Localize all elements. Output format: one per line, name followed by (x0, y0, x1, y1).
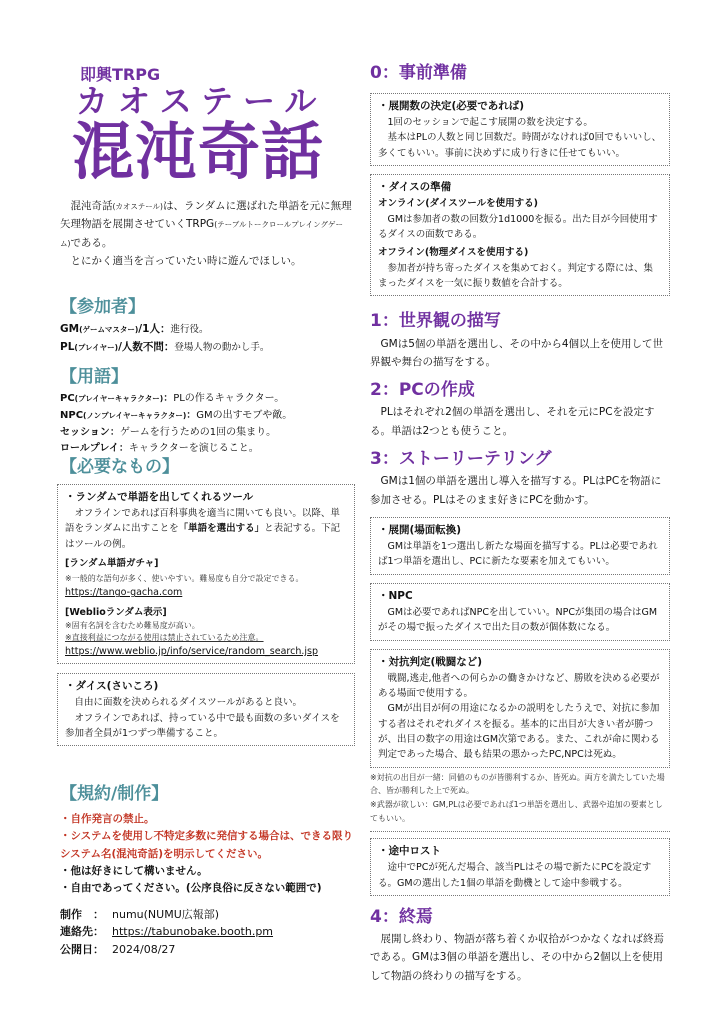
tool-box: ・ランダムで単語を出してくれるツール オフラインであれば百科事典を適当に開いても良い。以降、単語をランダムに出すことを「単語を選出する」と表記する。下記はツールの例。 [ランダム単語ガチャ] ※一般的な語句が多く、使いやすい。難易度も自分で設定できる。 https://tango-gacha.com [Weblioランダム表示] ※固有名詞を含むため難易度が高い。 ※直接利益につながる使用は禁止されているため注意。 https://www.weblio.jp/info/service/random_search.jsp (57, 484, 355, 664)
tool-note: ※一般的な語句が多く、使いやすい。難易度も自分で設定できる。 (65, 573, 304, 583)
dice-text: オフラインであれば、持っている中で最も面数の多いダイスを参加者全員が1つずつ準備すること。 (65, 712, 340, 740)
box-text: GMは必要であればNPCを出していい。NPCが集団の場合はGMがその場で振ったダイスで出た目の数が個体数になる。 (378, 606, 658, 634)
contest-box (370, 649, 670, 768)
box-text: 戦闘,逃走,他者への何らかの働きかけなど、勝敗を決める必要がある場面で使用する。 (378, 672, 660, 699)
tool-name: [ランダム単語ガチャ] (65, 558, 159, 570)
credit-date: 公開日： 2024/08/27 (60, 942, 176, 956)
dice-prep-box (370, 174, 670, 296)
step-heading: 3：ストーリーテリング (370, 449, 552, 470)
box-text: GMは参加者の数の回数分1d1000を振る。出た目が今回使用するダイスの面数である。 (378, 213, 658, 240)
step-text: GMは5個の単語を選出し、その中から4個以上を使用して世界観や舞台の描写をする。 (370, 337, 664, 368)
intro (60, 197, 352, 271)
note: ※対抗の出目が一緒：同値のものが皆勝利するか、皆死ぬ。両方を満たしていた場合、皆が勝利した上で死ぬ。 (370, 772, 665, 796)
step-heading: 1：世界観の描写 (370, 311, 501, 332)
section-heading: 【規約/制作】 (60, 784, 169, 804)
glossary-item: NPC(ノンプレイヤーキャラクター)：GMの出すモブや敵。 (60, 409, 293, 421)
intro-small: (カオステール) (112, 202, 163, 211)
box-text: 1回のセッションで起こす展開の数を決定する。 (387, 117, 593, 129)
box-title: ・ダイス(さいころ) (65, 680, 159, 693)
glossary-item: セッション：ゲームを行うための1回の集まり。 (60, 426, 277, 438)
title-name: 混沌奇話 (72, 115, 325, 188)
subheading: オンライン(ダイスツールを使用する) (378, 198, 538, 210)
participants-section (60, 296, 355, 357)
step-text: PLはそれぞれ2個の単語を選出し、それを元にPCを設定する。単語は2つとも使うこと。 (370, 406, 655, 437)
participant-item: GM(ゲームマスター)/1人：進行役。 (60, 323, 209, 336)
title-reading: カオステール (76, 82, 327, 120)
dice-text: 自由に面数を決められるダイスツールがあると良い。 (74, 697, 303, 709)
step-heading: 4：終焉 (370, 906, 433, 927)
dice-box (57, 673, 355, 746)
section-heading: 【用語】 (60, 367, 128, 387)
lost-box (370, 838, 670, 896)
tool-note: ※直接利益につながる使用は禁止されているため注意。 (65, 632, 264, 642)
subheading: オフライン(物理ダイスを使用する) (378, 247, 529, 259)
title-kicker: 即興TRPG (80, 65, 161, 84)
needs-section (57, 456, 355, 746)
intro-text: 混沌奇話 (70, 200, 113, 212)
credit-contact: 連絡先： https://tabunobake.booth.pm (60, 923, 355, 941)
rule-item: ・自由であってください。(公序良俗に反さない範囲で) (60, 882, 322, 895)
intro-text: は、ランダムに選ばれた単語を元に無理矢理物語を展開させていくTRPG (60, 200, 352, 231)
contact-link[interactable]: https://tabunobake.booth.pm (112, 925, 274, 939)
box-title: ・展開数の決定(必要であれば) (378, 100, 525, 113)
plot-count-box (370, 93, 670, 166)
contest-notes (370, 768, 670, 832)
box-title: ・途中ロスト (378, 845, 441, 858)
tool-link[interactable]: https://tango-gacha.com (65, 587, 183, 599)
step-heading: 2：PCの作成 (370, 380, 475, 401)
step-heading: 0：事前準備 (370, 63, 467, 83)
rules-section (60, 783, 355, 958)
box-text: 基本はPLの人数と同じ回数だ。時間がなければ0回でもいいし、多くてもいい。事前に決めずに成り行きに任せてもいい。 (378, 132, 662, 159)
glossary-section (60, 366, 355, 458)
rule-warning: ・自作発言の禁止。 (60, 813, 155, 826)
note: ※武器が欲しい：GM,PLは必要であれば1つ単語を選出し、武器や追加の要素としてもいい。 (370, 799, 663, 823)
step-text: GMは1個の単語を選出し導入を描写する。PLはPCを物語に参加させる。PLはそのまま好きにPCを動かす。 (370, 475, 662, 506)
glossary-item: PC(プレイヤーキャラクター)：PLの作るキャラクター。 (60, 393, 285, 405)
rule-warning: ・システムを使用し不特定多数に発信する場合は、できる限りシステム名(混沌奇話)を明示してください。 (60, 830, 353, 860)
intro-text: である。 (70, 236, 113, 249)
box-text: GMが出目が何の用途になるかの説明をしたうえで、対抗に参加する者はそれぞれダイスを振る。基本的に出目が大きい者が勝つが、出目の数字の用途はGM次第である。また、これが命に関わる判定であった場合、最も結果の悪かったPC,NPCは死ぬ。 (378, 703, 660, 761)
intro-small: (テーブルトークロールプレイングゲーム) (60, 220, 343, 248)
box-title: ・ランダムで単語を出してくれるツール (65, 491, 254, 504)
box-title: ・対抗判定(戦闘など) (378, 655, 483, 668)
step-text: 展開し終わり、物語が落ち着くか収拾がつかなくなれば終焉である。GMは3個の単語を選出し、その中から2個以上を使用して物語の終わりの描写をする。 (370, 932, 664, 982)
box-title: ・展開(場面転換) (378, 524, 462, 536)
rule-item: ・他は好きにして構いません。 (60, 865, 208, 878)
box-text: GMは単語を1つ選出し新たな場面を描写する。PLは必要であれば1つ単語を選出し、PCに新たな要素を加えてもいい。 (378, 541, 658, 568)
scene-box (370, 517, 670, 575)
section-heading: 【必要なもの】 (60, 457, 179, 477)
credit-author: 制作 ： numu(NUMU広報部) (60, 907, 220, 921)
npc-box (370, 583, 670, 641)
participant-item: PL(プレイヤー)/人数不問：登場人物の動かし手。 (60, 340, 270, 353)
tool-note: ※固有名詞を含むため難易度が高い。 (65, 620, 200, 630)
box-title: ・ダイスの準備 (378, 181, 452, 194)
box-title: ・NPC (378, 589, 413, 602)
box-text: 途中でPCが死んだ場合、該当PLはその場で新たにPCを設定する。GMの選出した1個の単語を動機として途中参戦する。 (378, 862, 652, 889)
glossary-item: ロールプレイ：キャラクターを演じること。 (60, 443, 259, 455)
section-heading: 【参加者】 (60, 297, 145, 317)
steps-column (370, 62, 670, 985)
tool-link[interactable]: https://www.weblio.jp/info/service/random_search.jsp (65, 645, 319, 657)
intro-text: とにかく適当を言っていたい時に遊んでほしい。 (70, 255, 302, 268)
box-text: 参加者が持ち寄ったダイスを集めておく。判定する際には、集まったダイスを一気に振り数値を合計する。 (378, 262, 654, 290)
tool-name: [Weblioランダム表示] (65, 606, 167, 618)
